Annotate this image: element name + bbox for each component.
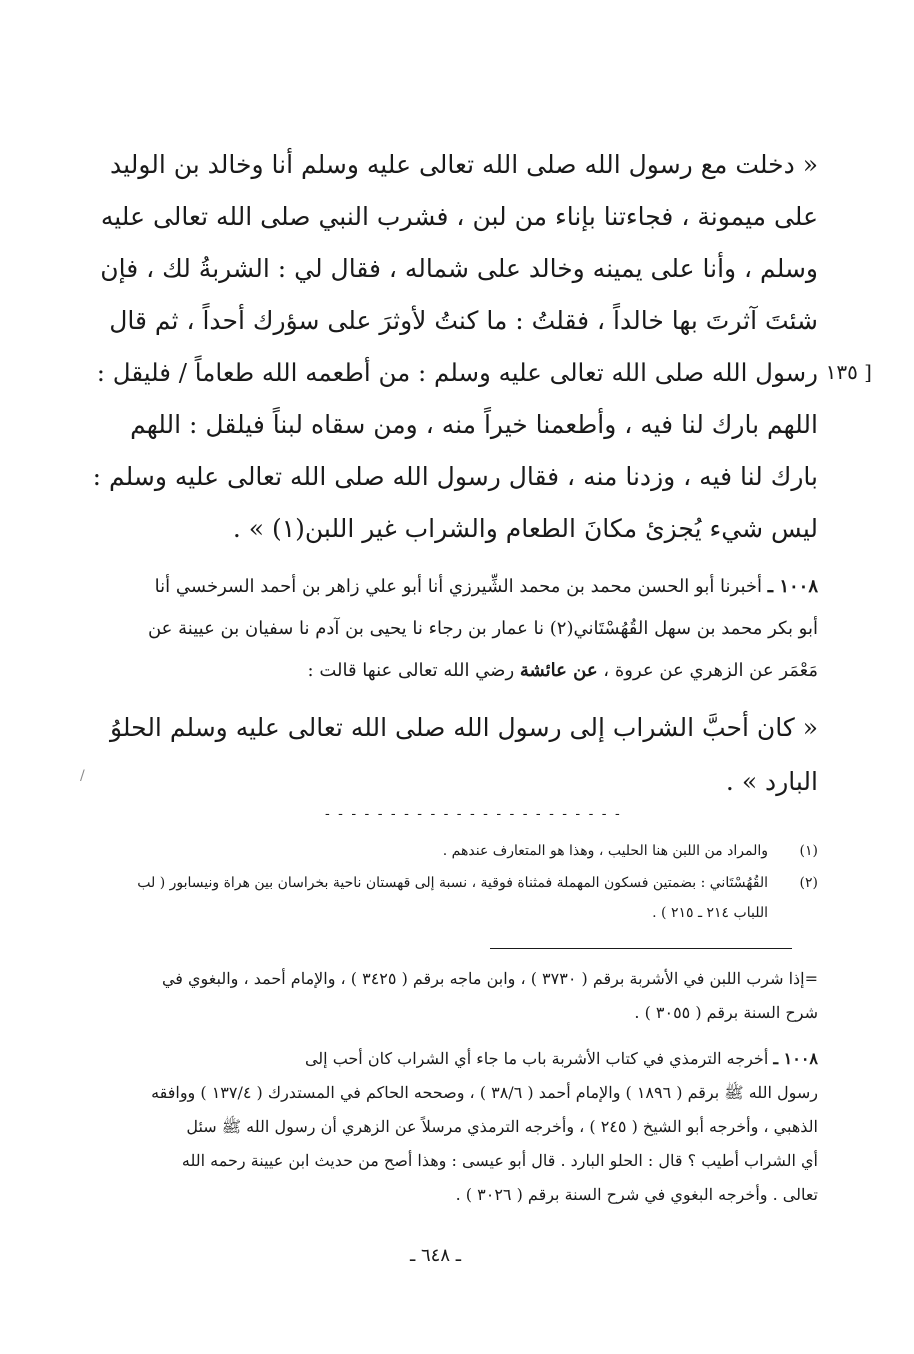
isnad-text: أخبرنا أبو الحسن محمد بن محمد الشِّيرزي أنا أبو علي زاهر بن أحمد السرخسي أنا (154, 576, 763, 597)
isnad-text: رضي الله تعالى عنها قالت : (307, 660, 515, 681)
quote-line: شئتَ آثرتَ بها خالداً ، فقلتُ : ما كنتُ لأوثرَ على سؤرك أحداً ، ثم قال (109, 306, 818, 335)
margin-page-marker: [ ١٣٥ (825, 360, 872, 384)
takhrij-line: تعالى . وأخرجه البغوي في شرح السنة برقم ( ٣٠٢٦ ) . (455, 1185, 818, 1204)
takhrij-line: =إذا شرب اللبن في الأشربة برقم ( ٣٧٣٠ ) ، وابن ماجه برقم ( ٣٤٢٥ ) ، والإمام أحمد ، والبغوي في (161, 969, 818, 988)
footnotes (88, 835, 818, 935)
takhrij-line: شرح السنة برقم ( ٣٠٥٥ ) . (634, 1003, 818, 1022)
margin-mark: / (80, 768, 85, 784)
quote-line: على ميمونة ، فجاءتنا بإناء من لبن ، فشرب النبي صلى الله تعالى عليه (100, 202, 818, 231)
hadith-quote-main (88, 140, 818, 560)
takhrij-text: أخرجه الترمذي في كتاب الأشربة باب ما جاء أي الشراب كان أحب إلى (304, 1049, 769, 1068)
page-number: ـ ٦٤٨ ـ (410, 1245, 462, 1266)
takhrij-line: الذهبي ، وأخرجه أبو الشيخ ( ٢٤٥ ) ، وأخرجه الترمذي مرسلاً عن الزهري أن رسول الله ﷺ سئل (186, 1117, 818, 1136)
footnote-text: القُهُسْتَاني : بضمتين فسكون المهملة فمثناة فوقية ، نسبة إلى قهستان ناحية بخراسان بين هراة ونيسابور ( لب (137, 875, 768, 891)
footnote-text: اللباب ٢١٤ ـ ٢١٥ ) . (652, 905, 768, 921)
quote-line: « دخلت مع رسول الله صلى الله تعالى عليه وسلم أنا وخالد بن الوليد (110, 150, 818, 179)
takhrij-line-1 (305, 1049, 818, 1068)
quote-line: ليس شيء يُجزئ مكانَ الطعام والشراب غير اللبن(١) » . (232, 514, 818, 543)
isnad-line-2: أبو بكر محمد بن سهل القُهُسْتَاني(٢) نا عمار بن رجاء نا يحيى بن آدم نا سفيان بن عيينة عن (147, 618, 818, 639)
quote-line: رسول الله صلى الله تعالى عليه وسلم : من أطعمه الله طعاماً / فليقل : (96, 358, 818, 387)
quote-line: « كان أحبَّ الشراب إلى رسول الله صلى الله تعالى عليه وسلم الحلوُ (109, 713, 818, 742)
hadith-quote-1008 (88, 705, 818, 815)
hadith-number: ١٠٠٨ ـ (767, 576, 818, 597)
takhrij-1008 (88, 1045, 818, 1225)
hadith-1008-isnad (88, 572, 818, 692)
quote-line: بارك لنا فيه ، وزدنا منه ، فقال رسول الله صلى الله تعالى عليه وسلم : (92, 462, 818, 491)
footnote-number: (٢) (799, 875, 818, 891)
footnote-text: والمراد من اللبن هنا الحليب ، وهذا هو المتعارف عندهم . (442, 843, 768, 859)
footnote-number: (١) (799, 843, 818, 859)
isnad-text: مَعْمَر عن الزهري عن عروة ، (603, 660, 818, 681)
isnad-line-1 (155, 576, 818, 597)
footnote-separator: - - - - - - - - - - - - - - - - - - - - - - - (325, 806, 622, 822)
narrator-name: عن عائشة (519, 660, 598, 681)
quote-line: البارد » . (725, 767, 818, 796)
isnad-line-3 (308, 660, 818, 681)
quote-line: اللهم بارك لنا فيه ، وأطعمنا خيراً منه ، ومن سقاه لبناً فيلقل : اللهم (130, 410, 818, 439)
takhrij-rule (490, 948, 792, 949)
takhrij-number: ١٠٠٨ ـ (773, 1049, 818, 1068)
takhrij-line: رسول الله ﷺ برقم ( ١٨٩٦ ) والإمام أحمد ( ٣٨/٦ ) ، وصححه الحاكم في المستدرك ( ١٣٧/٤ ) ووافقه (151, 1083, 818, 1102)
takhrij-continuation (88, 965, 818, 1035)
quote-line: وسلم ، وأنا على يمينه وخالد على شماله ، فقال لي : الشربةُ لك ، فإن (100, 254, 818, 283)
takhrij-line: أي الشراب أطيب ؟ قال : الحلو البارد . قال أبو عيسى : وهذا أصح من حديث ابن عيينة رحمه الله (181, 1151, 818, 1170)
